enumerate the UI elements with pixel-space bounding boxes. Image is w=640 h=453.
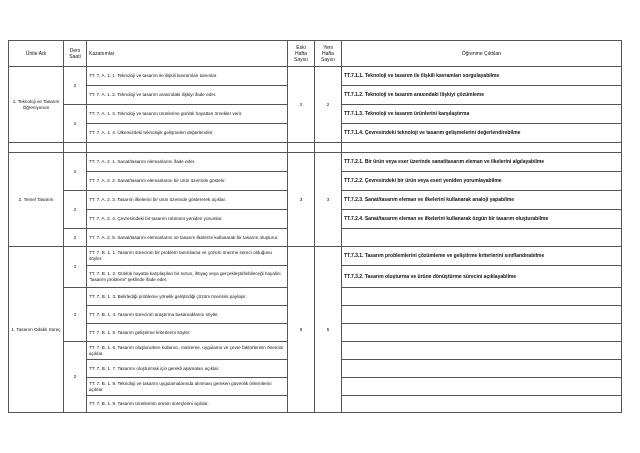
- empty-cell: [342, 324, 622, 342]
- empty-cell: [342, 396, 622, 413]
- curriculum-sheet: [8, 40, 621, 407]
- kazanim: TT. 7. A. 1. 2. Teknoloji ve tasarım arasındaki ilişkiyi ifade eder.: [87, 86, 288, 105]
- learning-output: TT.7.2.3. Sanat/tasarım eleman ve ilkelerini kullanarak analoji yapabilme: [342, 191, 622, 210]
- header-row: [9, 41, 622, 67]
- new-week-count: 3: [315, 153, 342, 247]
- empty-cell: [342, 229, 622, 247]
- old-week-count: 5: [288, 247, 315, 413]
- lesson-hours: 2: [64, 229, 87, 247]
- lesson-hours: 2: [64, 288, 87, 342]
- table-row: [9, 67, 622, 86]
- empty-cell: [342, 360, 622, 378]
- table-row: [9, 153, 622, 172]
- lesson-hours: 2: [64, 67, 87, 105]
- header-hours: Ders Saati: [64, 41, 87, 67]
- spacer-row: [9, 143, 622, 153]
- kazanim: TT. 7. B. 1. 7. Tasarımı oluşturmak için gerekli aşamaları açıklar.: [87, 360, 288, 378]
- unit-name: 2. Temel Tasarım: [9, 153, 64, 247]
- lesson-hours: 2: [64, 342, 87, 413]
- kazanim: TT. 7. B. 1. 6. Tasarım oluştururken kullanıcı, malzeme, uygulama ve çevre faktörlerinin önemini açıklar.: [87, 342, 288, 360]
- table-row: [9, 247, 622, 266]
- learning-output: TT.7.3.2. Tasarım oluşturma ve ürüne dönüştürme sürecini açıklayabilme: [342, 266, 622, 288]
- unit-name: 1. Teknoloji ve Tasarım Öğreniyorum: [9, 67, 64, 143]
- empty-cell: [342, 378, 622, 396]
- kazanim: TT. 7. B. 1. 3. Belirlediği probleme yönelik geliştirdiği çözüm önerisini paylaşır.: [87, 288, 288, 306]
- kazanim: TT. 7. A. 1. 1. Teknoloji ve tasarım ile ilişkili kavramları tanımlar.: [87, 67, 288, 86]
- old-week-count: 2: [288, 67, 315, 143]
- lesson-hours: 2: [64, 105, 87, 143]
- kazanim: TT. 7. B. 1. 4. Tasarım sürecinin araştırma basamaklarını söyler.: [87, 306, 288, 324]
- new-week-count: 2: [315, 67, 342, 143]
- kazanim: TT. 7. A. 1. 4. Ülkemizdeki teknolojik gelişmeleri değerlendirir.: [87, 124, 288, 143]
- learning-output: TT.7.2.4. Sanat/tasarım eleman ve ilkelerini kullanarak özgün bir tasarım oluşturabilme: [342, 210, 622, 229]
- kazanim: TT. 7. B. 1. 1. Tasarım sürecinin bir problem tanımlama ve çözüm önerme süreci olduğunu söyler.: [87, 247, 288, 266]
- empty-cell: [342, 288, 622, 306]
- curriculum-table: [8, 40, 622, 413]
- learning-output: TT.7.1.3. Teknoloji ve tasarım ürünlerini karşılaştırma: [342, 105, 622, 124]
- lesson-hours: 2: [64, 191, 87, 229]
- learning-output: TT.7.2.1. Bir ürün veya eser üzerinde sanat/tasarım eleman ve ilkelerini algılayabilme: [342, 153, 622, 172]
- old-week-count: 3: [288, 153, 315, 247]
- kazanim: TT. 7. B. 1. 8. Teknoloji ve tasarım uygulamalarında alınması gereken güvenlik önlemlerini açıklar.: [87, 378, 288, 396]
- learning-output: TT.7.1.4. Çevresindeki teknoloji ve tasarım gelişmelerini değerlendirebilme: [342, 124, 622, 143]
- lesson-hours: 2: [64, 247, 87, 288]
- learning-output: TT.7.1.2. Teknoloji ve tasarım arasındaki ilişkiyi çözümleme: [342, 86, 622, 105]
- kazanim: TT. 7. A. 1. 3. Teknoloji ve tasarım ürünlerine günlük hayattan örnekler verir.: [87, 105, 288, 124]
- new-week-count: 5: [315, 247, 342, 413]
- learning-output: TT.7.3.1. Tasarım problemlerini çözümleme ve geliştirme kriterlerini sınıflandırabilme: [342, 247, 622, 266]
- kazanim: TT. 7. A. 2. 5. Sanat/tasarım elemanlarını ve tasarım ilkelerini kullanarak bir tasarım oluşturur.: [87, 229, 288, 247]
- kazanim: TT. 7. A. 2. 1. Sanat/tasarım elemanlarını ifade eder.: [87, 153, 288, 172]
- kazanim: TT. 7. B. 1. 2. Günlük hayatta karşılaşılan bir sorun, ihtiyaç veya gerçekleştirilebileceği hayalini "tasarım problemi" şeklinde ifade eder.: [87, 266, 288, 288]
- header-learning-outcomes: Öğrenme Çıktıları: [342, 41, 622, 67]
- learning-output: TT.7.2.2. Çevresindeki bir ürün veya eseri yeniden yorumlayabilme: [342, 172, 622, 191]
- kazanim: TT. 7. A. 2. 2. Sanat/tasarım elemanlarını bir ürün üzerinde gösterir.: [87, 172, 288, 191]
- learning-output: TT.7.1.1. Teknoloji ve tasarım ile ilişkili kavramları sorgulayabilme: [342, 67, 622, 86]
- header-outcomes: Kazanımlar: [87, 41, 288, 67]
- kazanim: TT. 7. A. 2. 3. Tasarım ilkelerini bir ürün üzerinde göstererek açıklar.: [87, 191, 288, 210]
- kazanim: TT. 7. A. 2. 4. Çevresindeki bir tasarım ürününü yeniden yorumlar.: [87, 210, 288, 229]
- header-old-week: Eski Hafta Sayısı: [288, 41, 315, 67]
- empty-cell: [342, 342, 622, 360]
- kazanim: TT. 7. B. 1. 9. Tasarım ürünlerinin üretim süreçlerini açıklar.: [87, 396, 288, 413]
- header-new-week: Yeni Hafta Sayısı: [315, 41, 342, 67]
- empty-cell: [342, 306, 622, 324]
- lesson-hours: 2: [64, 153, 87, 191]
- kazanim: TT. 7. B. 1. 5. Tasarım geliştirme kriterlerini söyler.: [87, 324, 288, 342]
- unit-name: 1. Tasarım Odaklı Süreç: [9, 247, 64, 413]
- header-unit: Ünite Adı: [9, 41, 64, 67]
